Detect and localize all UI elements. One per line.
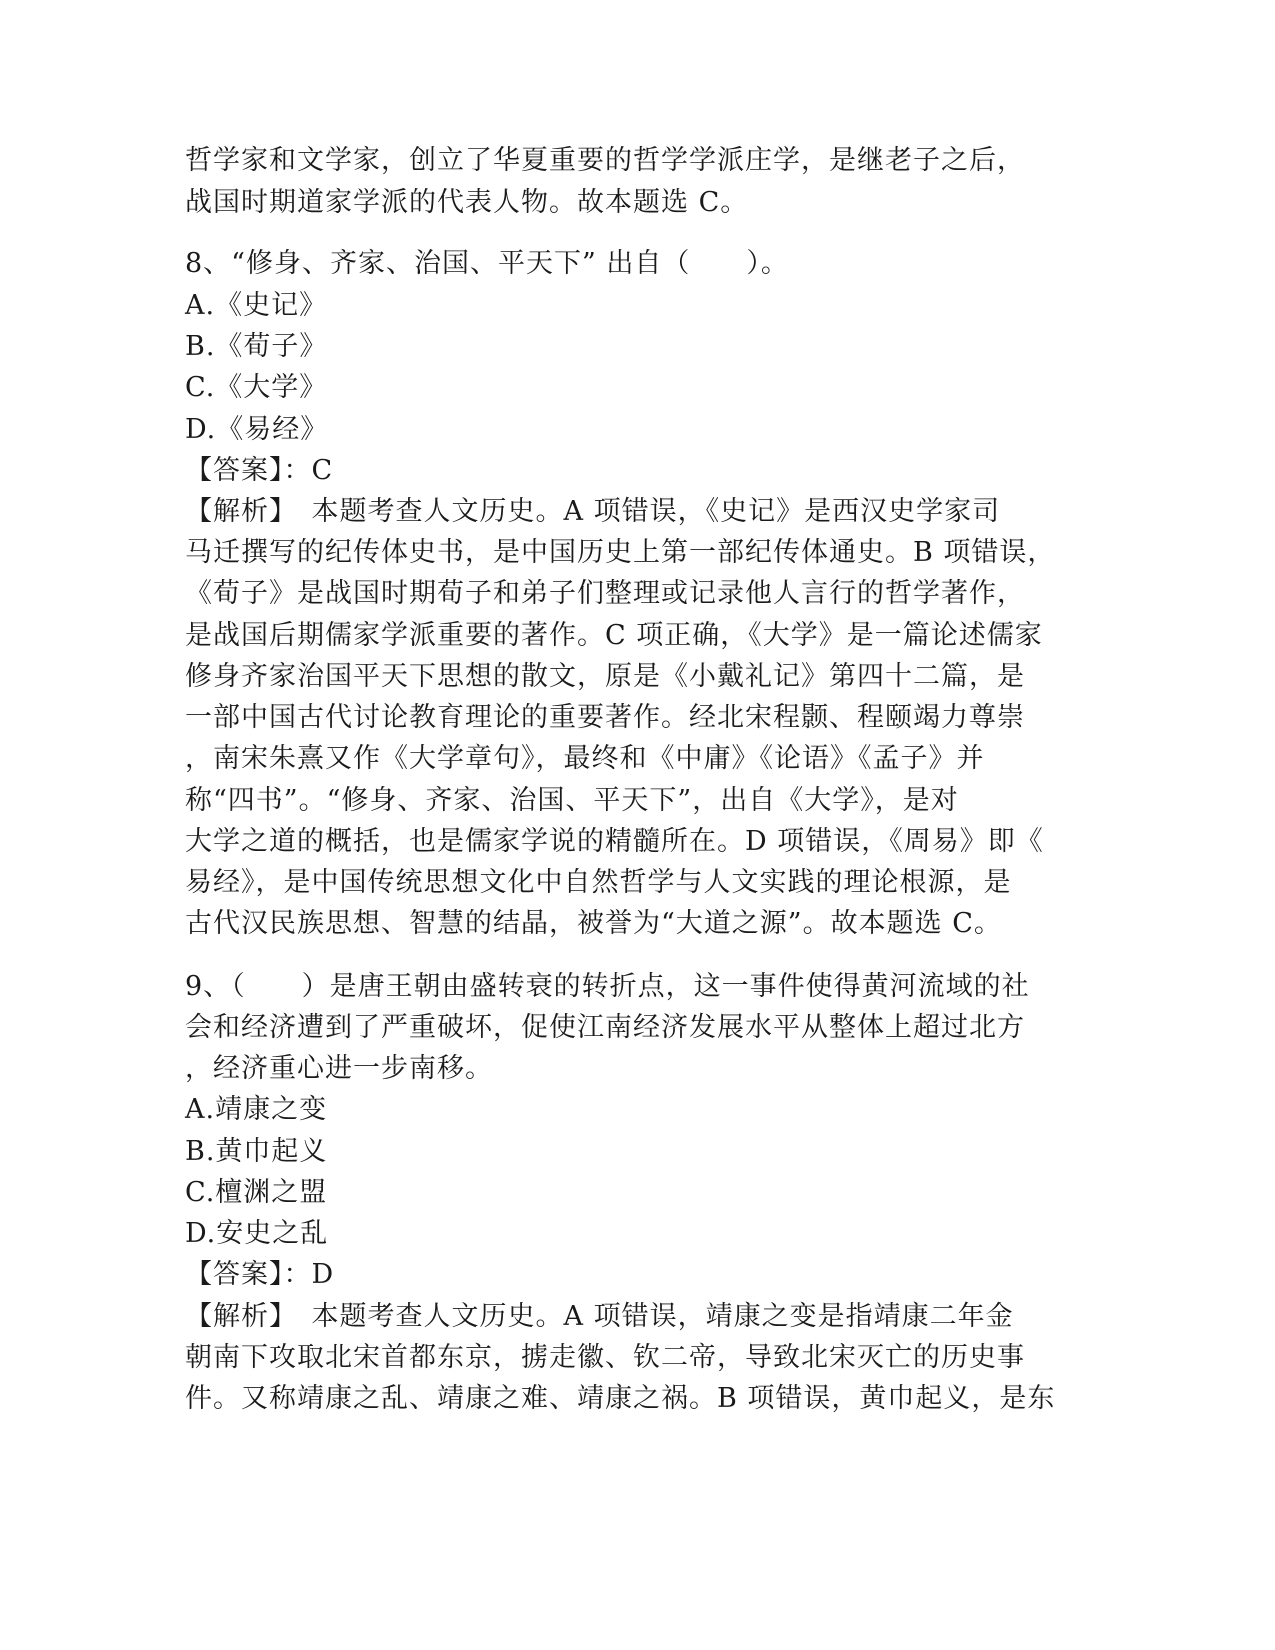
q9-option-d: D.安史之乱 xyxy=(185,1218,329,1249)
q8-option-b: B.《荀子》 xyxy=(185,331,328,362)
q8-analysis-line: 古代汉民族思想、智慧的结晶，被誉为“大道之源”。故本题选 C。 xyxy=(185,908,1002,939)
q9-question-line: ，经济重心进一步南移。 xyxy=(185,1053,493,1084)
q8-analysis-line: 修身齐家治国平天下思想的散文，原是《小戴礼记》第四十二篇，是 xyxy=(185,661,1025,692)
q8-analysis-line: 【解析】 本题考查人文历史。A 项错误，《史记》是西汉史学家司 xyxy=(185,496,1001,527)
q8-option-c: C.《大学》 xyxy=(185,372,328,403)
intro-line-1: 哲学家和文学家，创立了华夏重要的哲学学派庄学，是继老子之后， xyxy=(185,145,1025,176)
q8-analysis-line: 《荀子》是战国时期荀子和弟子们整理或记录他人言行的哲学著作， xyxy=(185,578,1025,609)
q9-question-line: 会和经济遭到了严重破坏，促使江南经济发展水平从整体上超过北方 xyxy=(185,1012,1025,1043)
q8-analysis-line: 一部中国古代讨论教育理论的重要著作。经北宋程颢、程颐竭力尊崇 xyxy=(185,702,1025,733)
q8-answer: 【答案】：C xyxy=(185,455,334,486)
q8-analysis-line: 马迁撰写的纪传体史书，是中国历史上第一部纪传体通史。B 项错误， xyxy=(185,537,1056,568)
q9-question-line: 9、（ ）是唐王朝由盛转衰的转折点，这一事件使得黄河流域的社 xyxy=(185,971,1030,1002)
q9-option-c: C.檀渊之盟 xyxy=(185,1177,328,1208)
q8-option-d: D.《易经》 xyxy=(185,414,329,445)
q8-option-a: A.《史记》 xyxy=(185,290,328,321)
q8-analysis-line: 是战国后期儒家学派重要的著作。C 项正确，《大学》是一篇论述儒家 xyxy=(185,620,1043,651)
q9-answer: 【答案】：D xyxy=(185,1259,335,1290)
q8-analysis-line: 易经》，是中国传统思想文化中自然哲学与人文实践的理论根源，是 xyxy=(185,867,1012,898)
q9-analysis-line: 朝南下攻取北宋首都东京，掳走徽、钦二帝，导致北宋灭亡的历史事 xyxy=(185,1342,1025,1373)
q8-analysis-line: 大学之道的概括，也是儒家学说的精髓所在。D 项错误，《周易》即《 xyxy=(185,826,1044,857)
q8-question: 8、“修身、齐家、治国、平天下” 出自（ ）。 xyxy=(185,248,789,279)
q8-analysis-line: ，南宋朱熹又作《大学章句》，最终和《中庸》《论语》《孟子》并 xyxy=(185,743,985,774)
q9-option-a: A.靖康之变 xyxy=(185,1094,328,1125)
intro-line-2: 战国时期道家学派的代表人物。故本题选 C。 xyxy=(185,187,749,218)
q9-option-b: B.黄巾起义 xyxy=(185,1136,328,1167)
q9-analysis-line: 件。又称靖康之乱、靖康之难、靖康之祸。B 项错误，黄巾起义，是东 xyxy=(185,1383,1056,1414)
q8-analysis-line: 称“四书”。“修身、齐家、治国、平天下”，出自《大学》，是对 xyxy=(185,785,959,816)
q9-analysis-line: 【解析】 本题考查人文历史。A 项错误，靖康之变是指靖康二年金 xyxy=(185,1301,1014,1332)
